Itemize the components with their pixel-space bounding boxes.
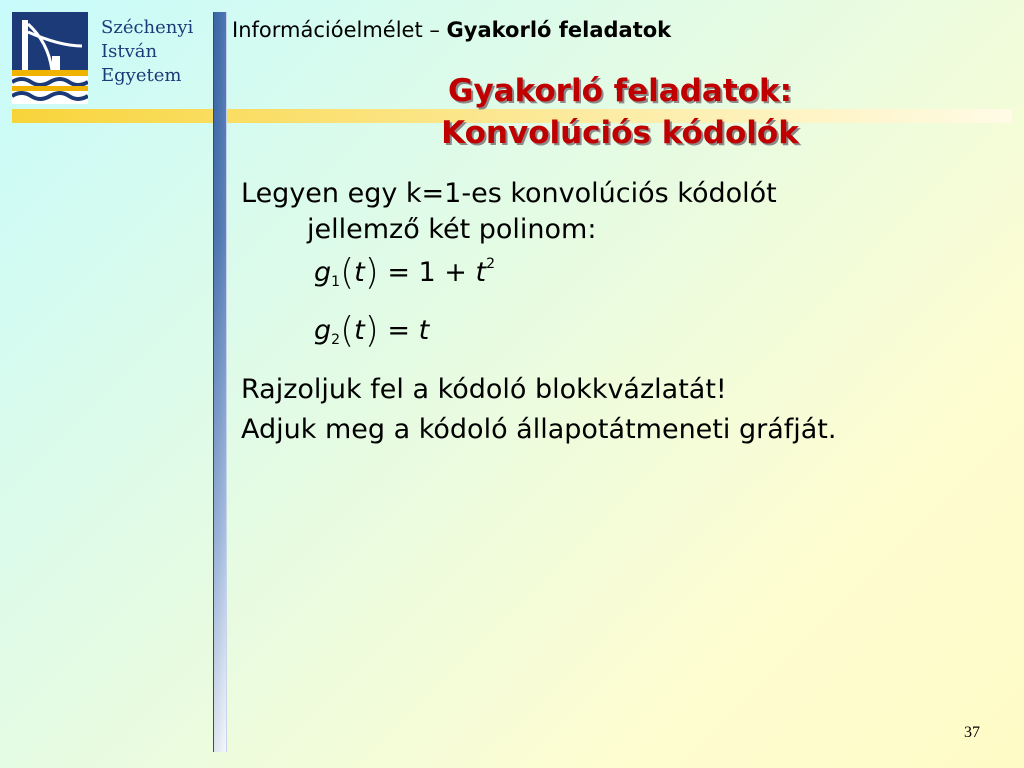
university-name (101, 16, 193, 88)
slide-title (380, 70, 860, 154)
equation-g2: $g_2(t) = t$ (314, 310, 430, 351)
eq2-fn: g (314, 315, 332, 346)
eq2-var: t (354, 315, 365, 346)
task-item-1: Rajzoljuk fel a kódoló blokkvázlatát! (241, 374, 727, 405)
title-line1: Gyakorló feladatok: (448, 73, 792, 109)
university-name-line2: István (101, 41, 158, 62)
eq2-rhs-var: t (418, 315, 430, 346)
eq1-sub: 1 (331, 274, 341, 290)
eq1-exp: 2 (486, 256, 496, 272)
task-item-2: Adjuk meg a kódoló állapotátmeneti gráfját. (241, 414, 837, 445)
university-logo (12, 12, 88, 104)
vertical-divider-highlight (214, 12, 226, 752)
header-course: Információelmélet – (232, 18, 447, 42)
intro-paragraph (241, 176, 777, 248)
header-section: Gyakorló feladatok (446, 18, 672, 42)
slide-header (232, 18, 671, 42)
title-line2: Konvolúciós kódolók (441, 115, 799, 151)
eq1-rhs: = 1 + (387, 257, 476, 288)
university-name-line3: Egyetem (101, 65, 182, 86)
equation-g1: $g_1(t) = 1 + t^2$ (314, 252, 496, 293)
eq2-sub: 2 (331, 332, 341, 348)
eq1-var: t (354, 257, 365, 288)
eq1-fn: g (314, 257, 332, 288)
page-number: 37 (964, 724, 980, 741)
eq1-rhs-var: t (475, 257, 487, 288)
intro-line1: Legyen egy k=1-es konvolúciós kódolót (241, 178, 777, 209)
eq2-rhs: = (387, 315, 419, 346)
university-name-line1: Széchenyi (101, 17, 194, 38)
task-list (241, 372, 836, 448)
intro-line2: jellemző két polinom: (307, 214, 597, 245)
